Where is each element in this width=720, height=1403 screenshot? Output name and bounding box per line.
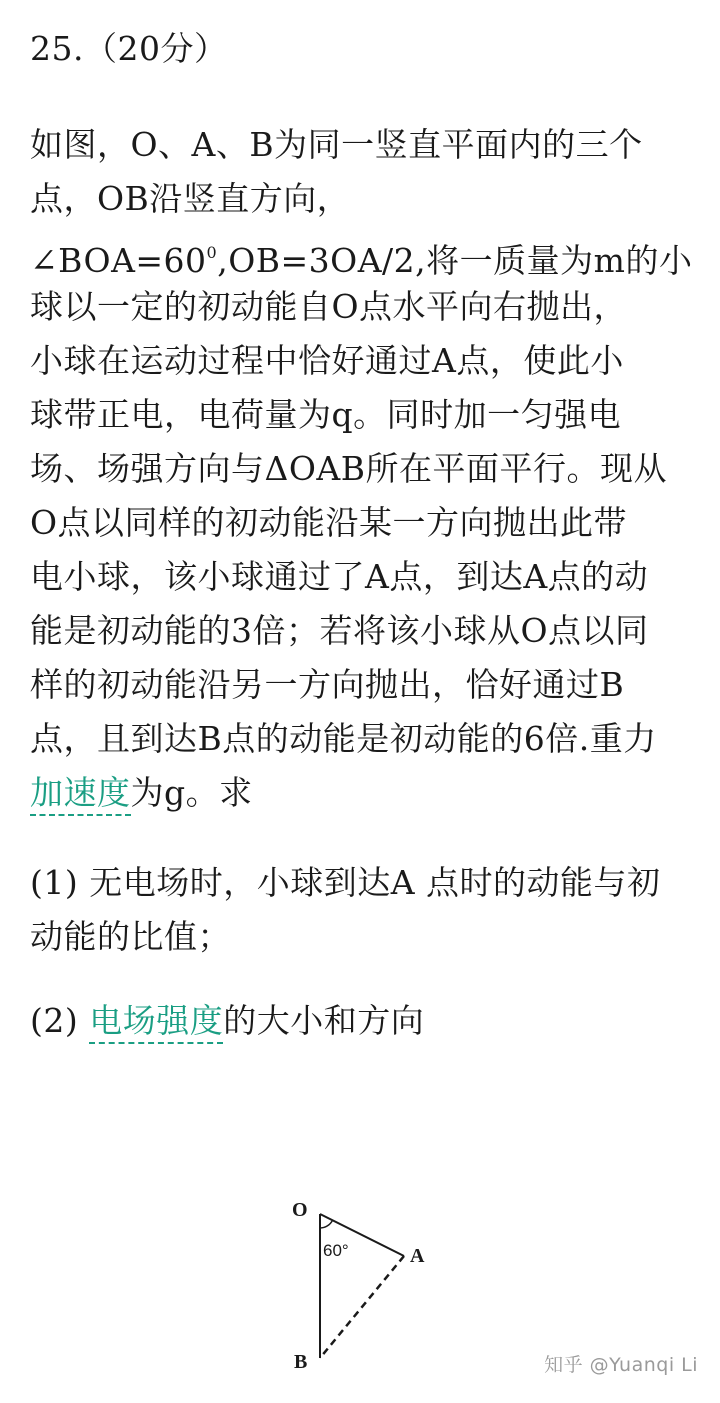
label-b: B [294,1351,308,1373]
angle-label: 60° [323,1241,349,1260]
problem-line-5: 小球在运动过程中恰好通过A点，使此小 [30,341,624,380]
question-content [30,22,694,1048]
problem-line-9: 电小球，该小球通过了A点，到达A点的动 [30,557,649,596]
angle-arc [320,1220,333,1228]
problem-line-1: 如图，O、A、B为同一竖直平面内的三个 [30,125,643,164]
question-2-number: (2) [30,1001,90,1040]
problem-line-8: O点以同样的初动能沿某一方向抛出此带 [30,503,628,542]
ratio-statement: ,OB=3OA/2,将一质量为m的小 [217,241,693,280]
problem-line-7: 场、场强方向与ΔOAB所在平面平行。现从 [30,449,667,488]
label-a: A [410,1245,425,1267]
acceleration-link[interactable]: 加速度 [30,773,131,816]
problem-line-10: 能是初动能的3倍；若将该小球从O点以同 [30,611,649,650]
question-2 [30,994,694,1048]
problem-line-2: 点，OB沿竖直方向， [30,179,351,218]
problem-line-6: 球带正电，电荷量为q。同时加一匀强电 [30,395,622,434]
question-1-line-2: 动能的比值； [30,917,231,956]
problem-line-3 [30,226,694,280]
triangle-diagram [286,1188,446,1378]
label-o: O [292,1199,308,1221]
problem-line-11: 样的初动能沿另一方向抛出，恰好通过B [30,665,625,704]
segment-ab-dashed [320,1256,404,1358]
problem-line-4: 球以一定的初动能自O点水平向右抛出， [30,287,628,326]
question-number: 25.（20分） [30,29,228,68]
problem-line-13 [30,766,694,820]
angle-statement: ∠BOA=60 [30,241,207,280]
gravity-suffix: 为g。求 [130,773,253,812]
degree-superscript: 0 [206,243,218,262]
field-strength-link[interactable]: 电场强度 [89,1001,223,1044]
problem-line-12: 点，且到达B点的动能是初动能的6倍.重力 [30,719,657,758]
question-2-suffix: 的大小和方向 [223,1001,425,1040]
question-1-line-1: (1) 无电场时，小球到达A 点时的动能与初 [30,863,661,902]
watermark: 知乎 @Yuanqi Li [544,1354,698,1376]
